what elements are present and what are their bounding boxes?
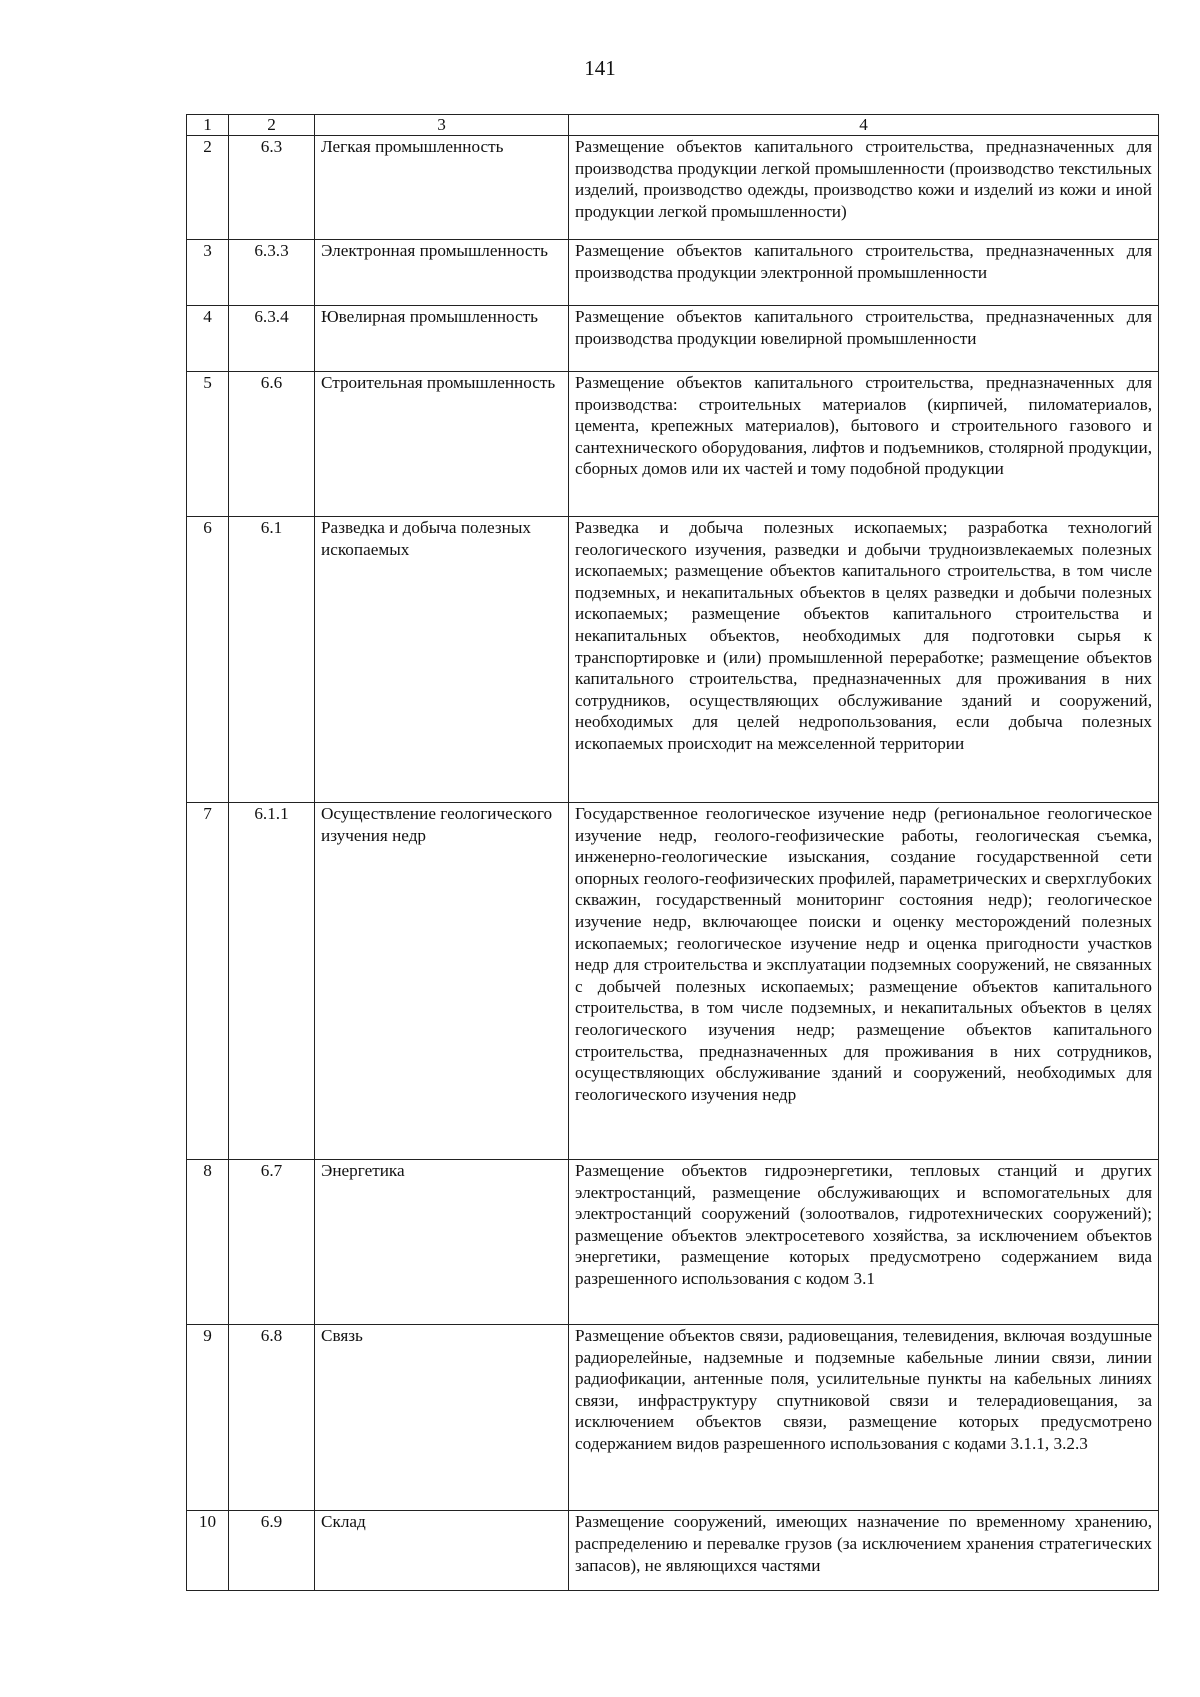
row-description: Размещение сооружений, имеющих назначение по временному хранению, распределению и перевалке грузов (за исключением хранения стратегических запасов), не являющихся частями [569, 1511, 1159, 1591]
row-name: Строительная промышленность [315, 372, 569, 517]
land-use-table [186, 114, 1159, 1591]
header-col-2: 2 [229, 115, 315, 136]
row-code: 6.3.4 [229, 306, 315, 372]
row-code: 6.8 [229, 1325, 315, 1511]
row-code: 6.3.3 [229, 240, 315, 306]
table-row [187, 517, 1159, 803]
row-number: 4 [187, 306, 229, 372]
row-code: 6.1 [229, 517, 315, 803]
row-number: 6 [187, 517, 229, 803]
row-name: Легкая промышленность [315, 136, 569, 240]
row-number: 3 [187, 240, 229, 306]
row-number: 9 [187, 1325, 229, 1511]
row-code: 6.7 [229, 1160, 315, 1325]
row-name: Склад [315, 1511, 569, 1591]
row-number: 8 [187, 1160, 229, 1325]
table-row [187, 1325, 1159, 1511]
row-number: 5 [187, 372, 229, 517]
row-description: Размещение объектов капитального строительства, предназначенных для производства продукции ювелирной промышленности [569, 306, 1159, 372]
row-name: Разведка и добыча полезных ископаемых [315, 517, 569, 803]
row-code: 6.1.1 [229, 803, 315, 1160]
table-row [187, 372, 1159, 517]
row-name: Электронная промышленность [315, 240, 569, 306]
table-row [187, 240, 1159, 306]
row-number: 10 [187, 1511, 229, 1591]
table-row [187, 136, 1159, 240]
row-number: 2 [187, 136, 229, 240]
page-number: 141 [584, 56, 616, 80]
row-name: Осуществление геологического изучения недр [315, 803, 569, 1160]
row-name: Ювелирная промышленность [315, 306, 569, 372]
row-description: Государственное геологическое изучение недр (региональное геологическое изучение недр, геолого-геофизические работы, геологическая съемка, инженерно-геологические изыскания, создание государственной сети опорных геолого-геофизических профилей, параметрических и сверхглубоких скважин, государственный мониторинг состояния недр); геологическое изучение недр, включающее поиски и оценку месторождений полезных ископаемых; геологическое изучение недр и оценка пригодности участков недр для строительства и эксплуатации подземных сооружений, не связанных с добычей полезных ископаемых; размещение объектов капитального строительства, в том числе подземных, и некапитальных объектов в целях геологического изучения недр; размещение объектов капитального строительства, предназначенных для проживания в них сотрудников, осуществляющих обслуживание зданий и сооружений, необходимых для геологического изучения недр [569, 803, 1159, 1160]
row-description: Разведка и добыча полезных ископаемых; разработка технологий геологического изучения, разведки и добычи трудноизвлекаемых полезных ископаемых; размещение объектов капитального строительства, в том числе подземных, и некапитальных объектов в целях разведки и добычи полезных ископаемых; размещение объектов капитального строительства и некапитальных объектов, необходимых для подготовки сырья к транспортировке и (или) промышленной переработке; размещение объектов капитального строительства, предназначенных для проживания в них сотрудников, осуществляющих обслуживание зданий и сооружений, необходимых для целей недропользования, если добыча полезных ископаемых происходит на межселенной территории [569, 517, 1159, 803]
row-description: Размещение объектов капитального строительства, предназначенных для производства продукции электронной промышленности [569, 240, 1159, 306]
row-description: Размещение объектов капитального строительства, предназначенных для производства продукции легкой промышленности (производство текстильных изделий, производство одежды, производство кожи и изделий из кожи и иной продукции легкой промышленности) [569, 136, 1159, 240]
table-row [187, 1511, 1159, 1591]
row-code: 6.3 [229, 136, 315, 240]
row-number: 7 [187, 803, 229, 1160]
table-row [187, 1160, 1159, 1325]
header-col-1: 1 [187, 115, 229, 136]
row-description: Размещение объектов гидроэнергетики, тепловых станций и других электростанций, размещение обслуживающих и вспомогательных для электростанций сооружений (золоотвалов, гидротехнических сооружений); размещение объектов электросетевого хозяйства, за исключением объектов энергетики, размещение которых предусмотрено содержанием вида разрешенного использования с кодом 3.1 [569, 1160, 1159, 1325]
row-code: 6.9 [229, 1511, 315, 1591]
row-name: Энергетика [315, 1160, 569, 1325]
header-col-4: 4 [569, 115, 1159, 136]
table-header-row [187, 115, 1159, 136]
table-row [187, 306, 1159, 372]
row-description: Размещение объектов капитального строительства, предназначенных для производства: строительных материалов (кирпичей, пиломатериалов, цемента, крепежных материалов), бытового и строительного газового и сантехнического оборудования, лифтов и подъемников, столярной продукции, сборных домов или их частей и тому подобной продукции [569, 372, 1159, 517]
row-name: Связь [315, 1325, 569, 1511]
header-col-3: 3 [315, 115, 569, 136]
table-row [187, 803, 1159, 1160]
row-description: Размещение объектов связи, радиовещания, телевидения, включая воздушные радиорелейные, надземные и подземные кабельные линии связи, линии радиофикации, антенные поля, усилительные пункты на кабельных линиях связи, инфраструктуру спутниковой связи и телерадиовещания, за исключением объектов связи, размещение которых предусмотрено содержанием видов разрешенного использования с кодами 3.1.1, 3.2.3 [569, 1325, 1159, 1511]
row-code: 6.6 [229, 372, 315, 517]
